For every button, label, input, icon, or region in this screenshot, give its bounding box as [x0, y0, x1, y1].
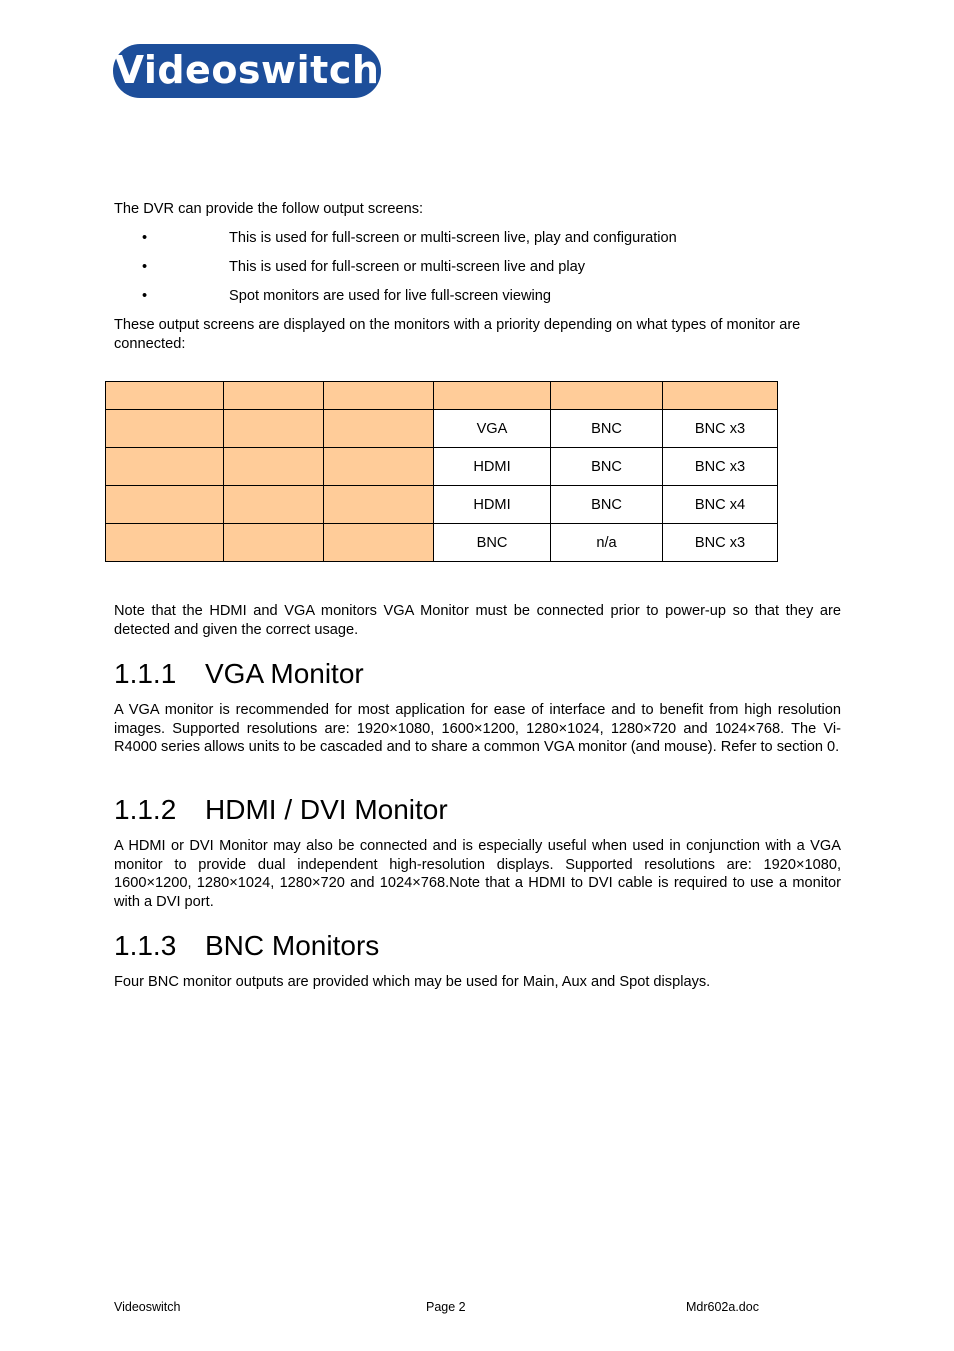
priority-paragraph: These output screens are displayed on the monitors with a priority depending on what types of monitor are connected: — [114, 317, 801, 352]
table-row — [106, 486, 778, 524]
table-cell: BNC — [551, 448, 663, 486]
table-cell — [106, 448, 224, 486]
header-cell — [324, 382, 434, 410]
table-cell: HDMI — [434, 448, 551, 486]
header-cell — [663, 382, 778, 410]
bnc-body: Four BNC monitor outputs are provided which may be used for Main, Aux and Spot displays. — [114, 974, 711, 990]
vga-body: A VGA monitor is recommended for most application for ease of interface and to benefit from high resolution images. Supported resolutions are: 1920×1080, 1600×1200, 1280×1024, 1280×720 and 1024×768. The Vi-R4000 series allows units to be cascaded and to share a common VGA monitor (and mouse). Refer to section 0. — [114, 702, 841, 755]
table-cell — [106, 410, 224, 448]
bullet-main-monitor: This is used for full-screen or multi-screen live, play and configuration — [229, 230, 677, 246]
table-cell — [324, 486, 434, 524]
footer-company: Videoswitch — [114, 1300, 181, 1314]
section-heading-hdmi — [114, 793, 448, 827]
table-cell: VGA — [434, 410, 551, 448]
header-cell — [224, 382, 324, 410]
table-cell: n/a — [551, 524, 663, 562]
table-cell: BNC — [434, 524, 551, 562]
table-cell — [324, 448, 434, 486]
bullet-marker: • — [142, 230, 148, 246]
table-cell — [324, 524, 434, 562]
table-cell: BNC x3 — [663, 448, 778, 486]
hdmi-body: A HDMI or DVI Monitor may also be connected and is especially useful when used in conjunction with a VGA monitor to provide dual independent high-resolution displays. Supported resolutions are: 1920×1080, 1600×1200, 1280×1024, 1280×720 and 1024×768.Note that a HDMI to DVI cable is required to use a monitor with a DVI port. — [114, 838, 841, 910]
table-cell: BNC x3 — [663, 410, 778, 448]
footer-page-number: Page 2 — [426, 1300, 466, 1314]
section-heading-bnc — [114, 929, 379, 963]
section-title: BNC Monitors — [205, 930, 380, 961]
monitor-priority-table — [105, 381, 778, 562]
table-cell — [224, 486, 324, 524]
table-cell — [224, 448, 324, 486]
header-cell — [106, 382, 224, 410]
table-cell: HDMI — [434, 486, 551, 524]
table-cell — [106, 524, 224, 562]
section-title: HDMI / DVI Monitor — [205, 794, 448, 825]
table-cell — [106, 486, 224, 524]
section-number: 1.1.2 — [114, 794, 177, 825]
table-row — [106, 410, 778, 448]
table-cell: BNC — [551, 410, 663, 448]
table-cell — [324, 410, 434, 448]
table-cell: BNC x3 — [663, 524, 778, 562]
bullet-marker: • — [142, 288, 148, 304]
bullet-spot-monitor: Spot monitors are used for live full-screen viewing — [229, 288, 552, 304]
section-title: VGA Monitor — [205, 658, 364, 689]
table-row — [106, 448, 778, 486]
header-cell — [551, 382, 663, 410]
videoswitch-logo: Videoswitch — [113, 44, 381, 98]
note-paragraph: Note that the HDMI and VGA monitors VGA Monitor must be connected prior to power-up so that they are detected and given the correct usage. — [114, 603, 841, 638]
table-cell: BNC x4 — [663, 486, 778, 524]
section-heading-vga — [114, 657, 364, 691]
header-cell — [434, 382, 551, 410]
table-header-row — [106, 382, 778, 410]
footer-filename: Mdr602a.doc — [686, 1300, 759, 1314]
bullet-marker: • — [142, 259, 148, 275]
table-cell: BNC — [551, 486, 663, 524]
intro-text: The DVR can provide the follow output screens: — [114, 201, 424, 217]
table-row — [106, 524, 778, 562]
bullet-aux-monitor: This is used for full-screen or multi-screen live and play — [229, 259, 586, 275]
section-number: 1.1.3 — [114, 930, 177, 961]
table-cell — [224, 524, 324, 562]
section-number: 1.1.1 — [114, 658, 177, 689]
table-cell — [224, 410, 324, 448]
